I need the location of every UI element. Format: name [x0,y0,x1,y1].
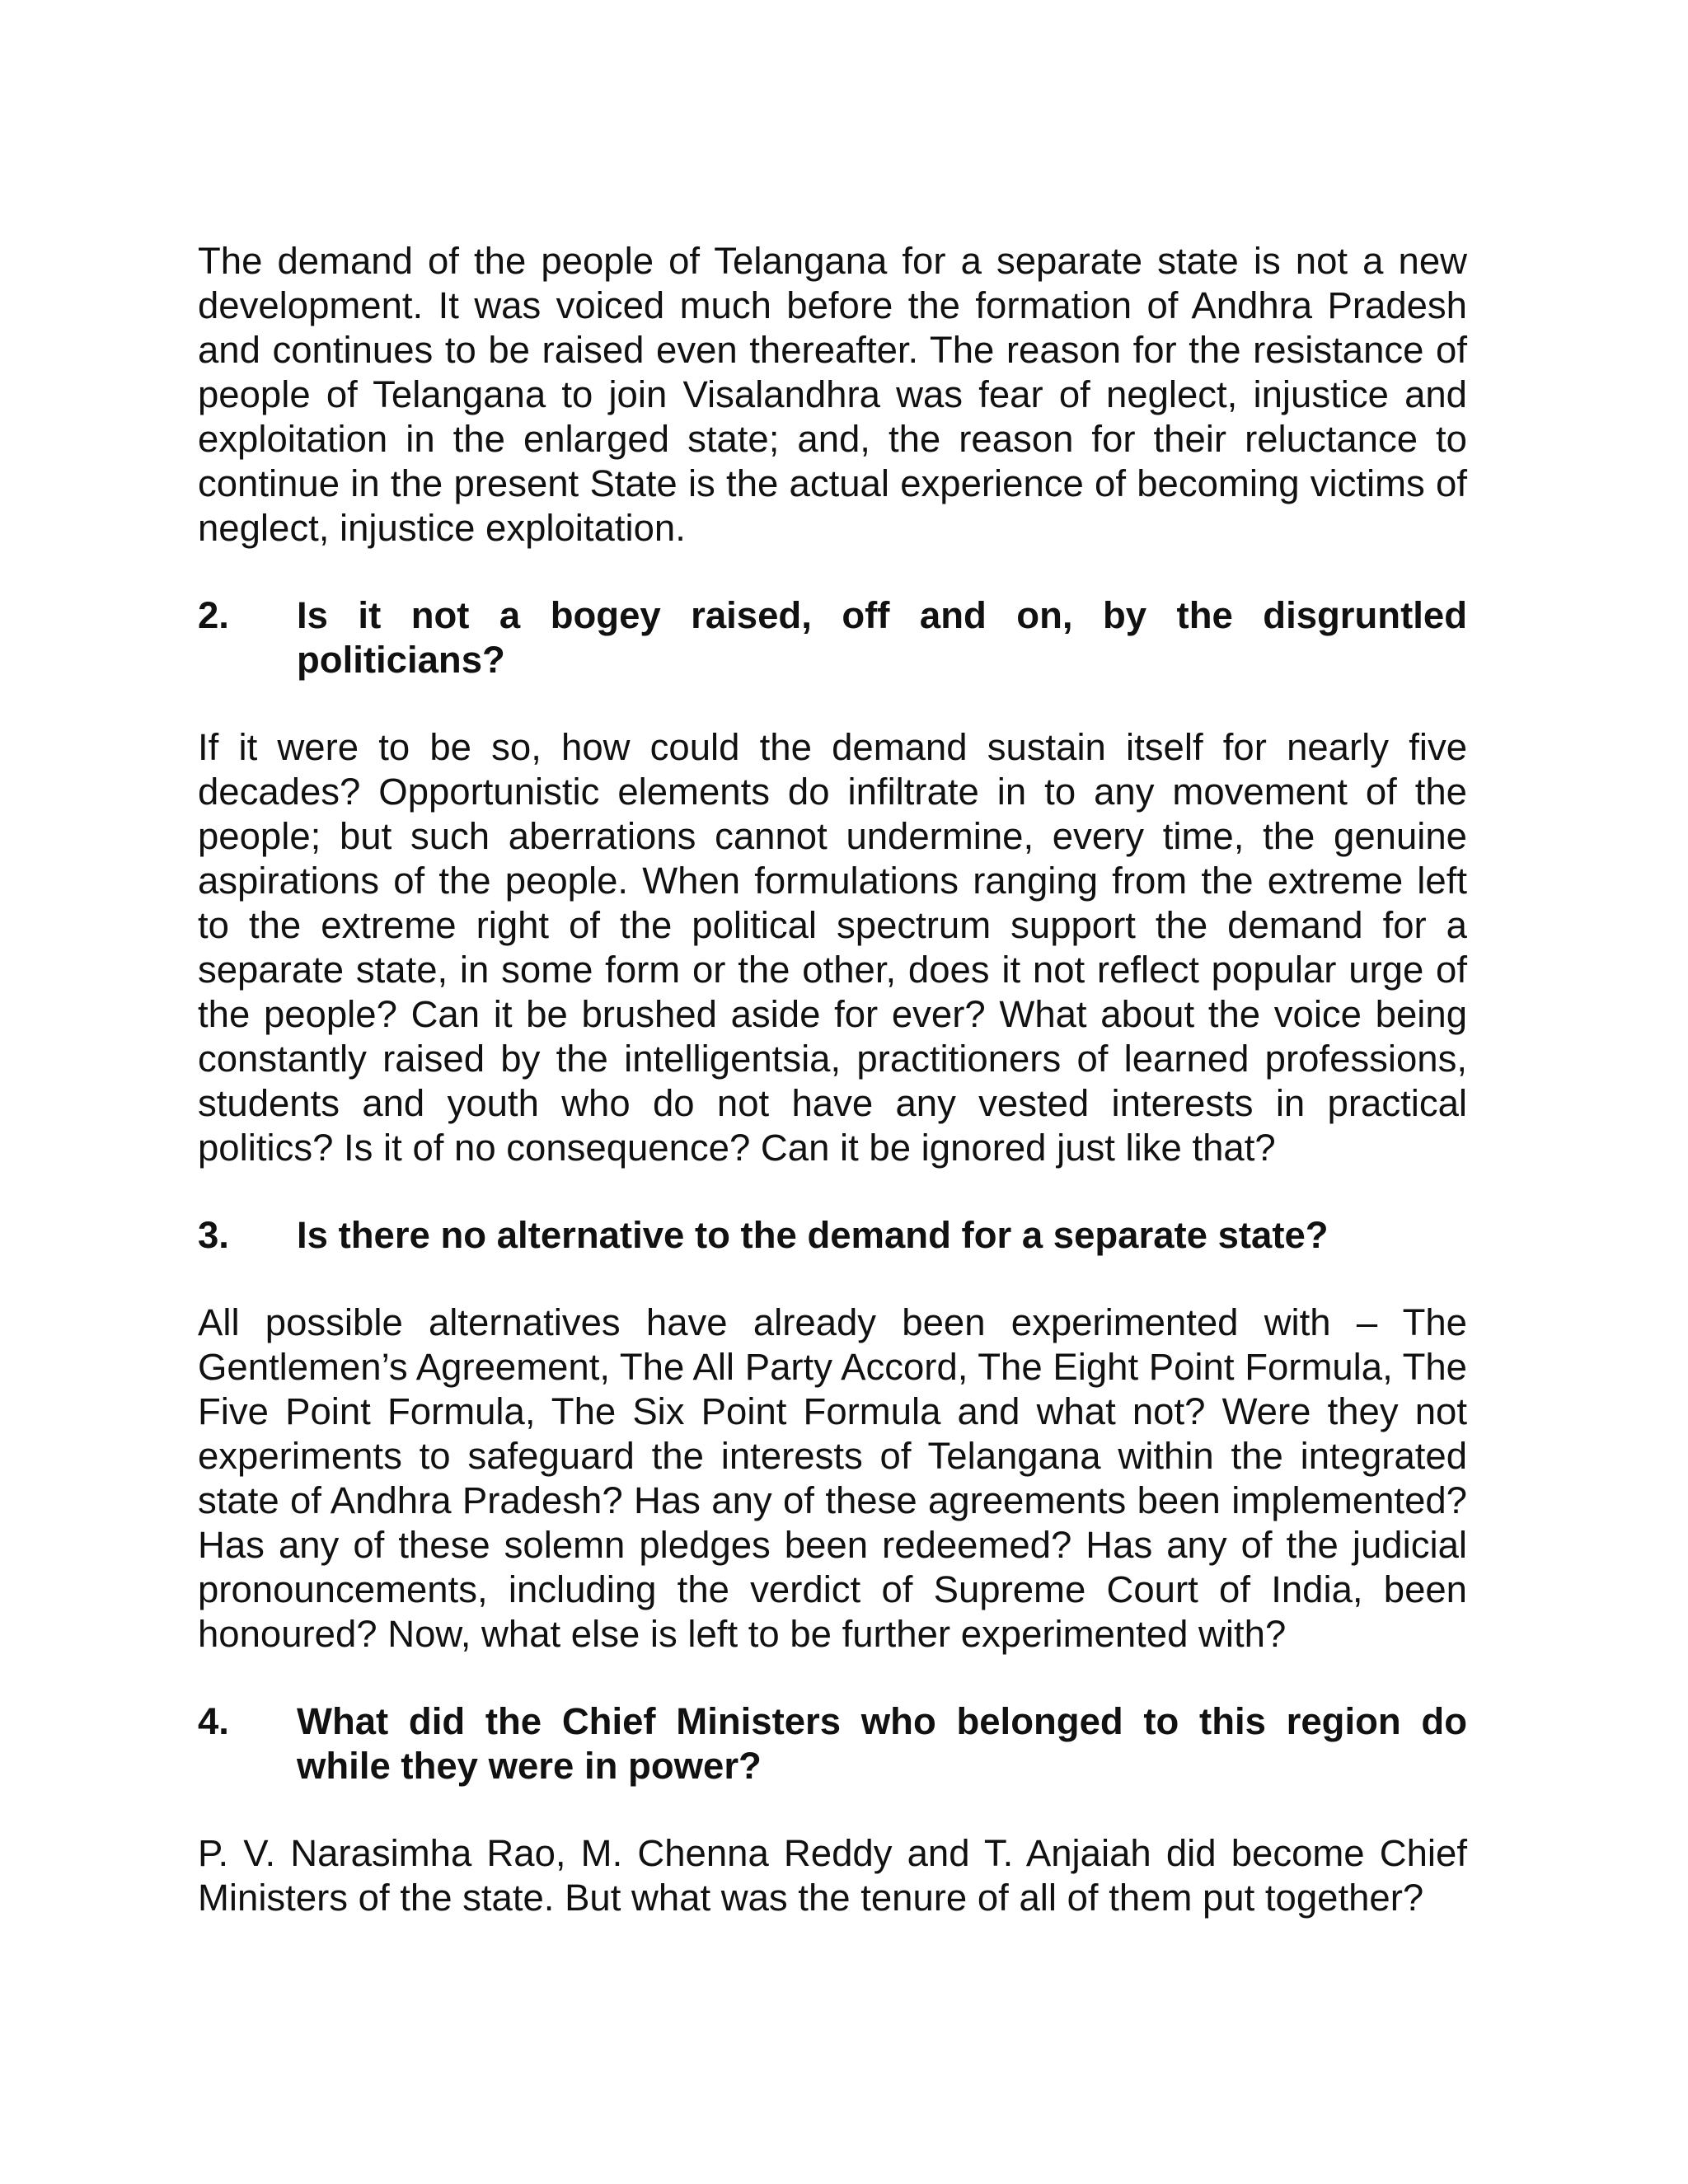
answer-2-paragraph: If it were to be so, how could the demand sustain itself for nearly five decades? Opportunistic elements do infiltrate in to any movement of the people; but such aberrations cannot undermine, every time, the genuine aspirations of the people. When formulations ranging from the extreme left to the extreme right of the political spectrum support the demand for a separate state, in some form or the other, does it not reflect popular urge of the people? Can it be brushed aside for ever? What about the voice being constantly raised by the intelligentsia, practitioners of learned professions, students and youth who do not have any vested interests in practical politics? Is it of no consequence? Can it be ignored just like that? [198,726,1467,1169]
question-3-number: 3. [198,1214,229,1256]
question-4 [198,1699,1467,1788]
question-2-number: 2. [198,594,229,636]
question-3-text: Is there no alternative to the demand for a separate state? [297,1214,1329,1256]
document-page [198,239,1467,1920]
question-4-number: 4. [198,1700,229,1742]
question-2-text: Is it not a bogey raised, off and on, by the disgruntled politicians? [297,594,1467,681]
answer-3-paragraph: All possible alternatives have already been experimented with – The Gentlemen’s Agreement, The All Party Accord, The Eight Point Formula, The Five Point Formula, The Six Point Formula and what not? Were they not experiments to safeguard the interests of Telangana within the integrated state of Andhra Pradesh? Has any of these agreements been implemented? Has any of these solemn pledges been redeemed? Has any of the judicial pronouncements, including the verdict of Supreme Court of India, been honoured? Now, what else is left to be further experimented with? [198,1301,1467,1655]
question-4-text: What did the Chief Ministers who belonged to this region do while they were in power? [297,1700,1467,1787]
intro-paragraph: The demand of the people of Telangana for a separate state is not a new development. It was voiced much before the formation of Andhra Pradesh and continues to be raised even thereafter. The reason for the resistance of people of Telangana to join Visalandhra was fear of neglect, injustice and exploitation in the enlarged state; and, the reason for their reluctance to continue in the present State is the actual experience of becoming victims of neglect, injustice exploitation. [198,240,1467,549]
answer-4-paragraph: P. V. Narasimha Rao, M. Chenna Reddy and T. Anjaiah did become Chief Ministers of the state. But what was the tenure of all of them put together? [198,1832,1467,1919]
question-2 [198,593,1467,682]
question-3 [198,1213,1467,1258]
